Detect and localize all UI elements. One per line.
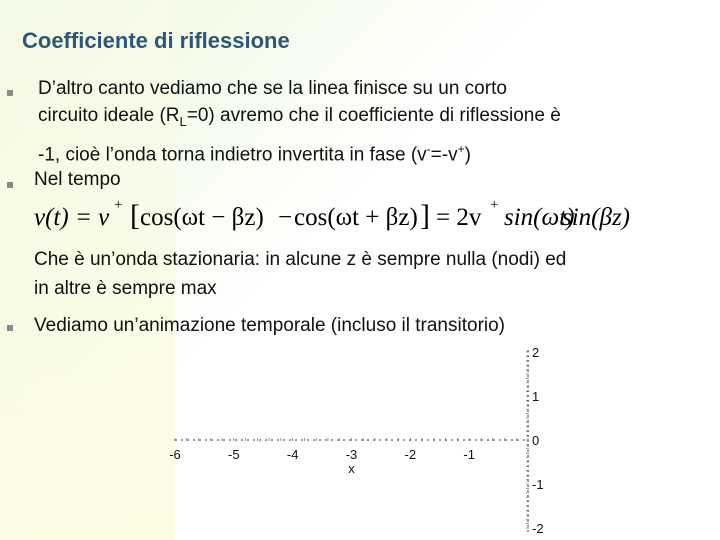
x-axis-label: x [348, 461, 355, 476]
bullet-1-line-2: circuito ideale $(R_L=0)$ avremo che il coefficiente di riflessione è [38, 105, 561, 129]
y-tick-label: 0 [532, 433, 540, 448]
y-tick-label: 1 [532, 389, 540, 404]
paragraph-line-2: in altre è sempre max [34, 278, 217, 299]
formula-bracket-open: [ [130, 199, 140, 232]
animation-plot [160, 340, 560, 540]
standing-wave-formula [32, 194, 642, 236]
bullet-2-text: Nel tempo [34, 169, 121, 190]
bullet-1-line-1: D’altro canto vediamo che se la linea finisce su un corto [38, 78, 507, 99]
bullet-marker [7, 325, 13, 331]
x-tick-label: -2 [404, 447, 417, 462]
bullet-1-line-3: -1, cioè l’onda torna indietro invertita in fase (v-=-v+) [38, 142, 471, 166]
y-tick-label: -1 [532, 477, 544, 492]
formula-bracket-close: ] [420, 199, 430, 232]
formula-minus: − [278, 204, 293, 231]
y-tick-label: -2 [532, 521, 544, 536]
formula-sin-2: sin(βz) [562, 204, 631, 231]
paragraph-line-1: Che è un’onda stazionaria: in alcune z è sempre nulla (nodi) ed [34, 249, 567, 270]
x-tick-label: -5 [228, 447, 240, 462]
formula-cos-2: cos(ωt + βz) [294, 204, 418, 231]
formula-cos-1: cos(ωt − βz) [140, 204, 264, 231]
x-tick-label: -3 [345, 447, 358, 462]
x-tick-label: -6 [169, 447, 181, 462]
formula-lhs: v(t) = v [34, 204, 110, 231]
bullet-marker [7, 90, 13, 96]
x-tick-label: -1 [463, 447, 475, 462]
bullet-3-text: Vediamo un’animazione temporale (incluso il transitorio) [34, 315, 506, 336]
slide-title: Coefficiente di riflessione [22, 28, 290, 53]
formula-sup-2: + [490, 197, 499, 213]
formula-eq: = 2v [436, 204, 482, 231]
x-tick-label: -4 [286, 447, 299, 462]
formula-sin-1: sin(ωt) [504, 204, 575, 231]
formula-sup: + [114, 197, 123, 213]
y-tick-label: 2 [532, 345, 540, 360]
bullet-marker [7, 182, 13, 188]
